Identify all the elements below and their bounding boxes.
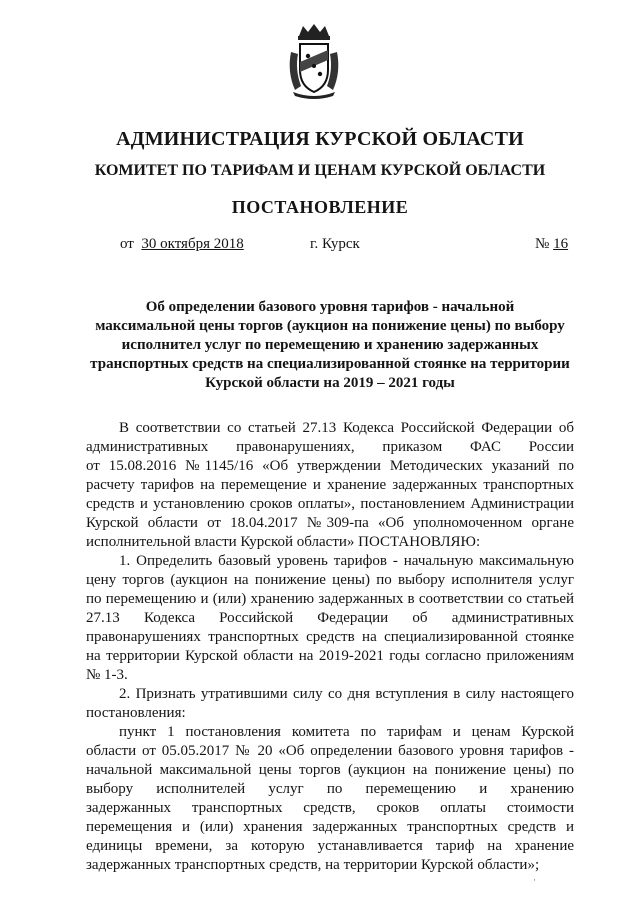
scan-mark: · xyxy=(533,875,536,885)
date-value: 30 октября 2018 xyxy=(141,236,244,252)
number-prefix: № xyxy=(535,236,550,252)
body-line: расчету тарифов на перемещение и хранение задержанных транспортных xyxy=(86,477,574,493)
body-line: № 1-3. xyxy=(86,667,128,683)
body-line: административных правонарушениях, приказом ФАС России xyxy=(86,439,574,455)
document-body xyxy=(86,419,574,875)
body-line: 1. Определить базовый уровень тарифов - начальную максимальную xyxy=(119,553,574,569)
document-date xyxy=(120,236,244,253)
body-line: правонарушениях транспортных средств на специализированной стоянке xyxy=(86,629,574,645)
body-line: пункт 1 постановления комитета по тарифам и ценам Курской xyxy=(119,724,574,740)
title-line: исполнител услуг по перемещению и хранению задержанных xyxy=(121,337,539,353)
coat-of-arms-icon xyxy=(285,22,343,100)
body-line: начальной максимальной цены торгов (аукцион на понижение цены) по xyxy=(86,762,574,778)
body-line: 27.13 Кодекса Российской Федерации об административных xyxy=(86,610,574,626)
body-line: выбору исполнителей услуг по перемещению и хранению xyxy=(86,781,574,797)
body-line: цену торгов (аукцион на понижение цены) по выбору исполнителя услуг xyxy=(86,572,574,588)
body-line: единицы времени, за которую устанавливается тариф на хранение xyxy=(86,838,574,854)
body-line: по перемещению и (или) хранению задержанных в соответствии со статьей xyxy=(86,591,574,607)
document-type: ПОСТАНОВЛЕНИЕ xyxy=(231,197,409,217)
date-prefix: от xyxy=(120,236,134,252)
title-line: максимальной цены торгов (аукцион на понижение цены) по выбору xyxy=(95,318,565,334)
document-number xyxy=(535,236,568,253)
body-line: постановления: xyxy=(86,705,186,721)
body-line: области от 05.05.2017 № 20 «Об определении базового уровня тарифов - xyxy=(86,743,574,759)
body-line: Курской области от 18.04.2017 №309-па «Об уполномоченном органе xyxy=(86,515,574,531)
body-line: исполнительной власти Курской области» ПОСТАНОВЛЯЮ: xyxy=(86,534,481,550)
body-line: задержанных транспортных средств, на территории Курской области»; xyxy=(86,857,540,873)
body-line: от 15.08.2016 №1145/16 «Об утверждении Методических указаний по xyxy=(86,458,574,474)
body-line: средств и установлению сроков оплаты», постановлением Администрации xyxy=(86,496,574,512)
document-title xyxy=(85,298,575,393)
committee-title: КОМИТЕТ ПО ТАРИФАМ И ЦЕНАМ КУРСКОЙ ОБЛАСТИ xyxy=(94,162,546,179)
number-value: 16 xyxy=(553,236,569,252)
body-line: на территории Курской области на 2019-2021 годы согласно приложениям xyxy=(86,648,574,664)
document-city: г. Курск xyxy=(310,236,360,252)
body-line: задержанных транспортных средств, сроков оплаты стоимости xyxy=(86,800,574,816)
title-line: Курской области на 2019 – 2021 годы xyxy=(205,375,455,391)
body-line: В соответствии со статьей 27.13 Кодекса Российской Федерации об xyxy=(119,420,574,436)
organization-title: АДМИНИСТРАЦИЯ КУРСКОЙ ОБЛАСТИ xyxy=(116,128,524,150)
body-line: перемещения и (или) хранения задержанных транспортных средств и xyxy=(86,819,574,835)
title-line: Об определении базового уровня тарифов - начальной xyxy=(145,299,515,315)
body-line: 2. Признать утратившими силу со дня вступления в силу настоящего xyxy=(119,686,574,702)
title-line: транспортных средств на специализированной стоянке на территории xyxy=(90,356,570,372)
